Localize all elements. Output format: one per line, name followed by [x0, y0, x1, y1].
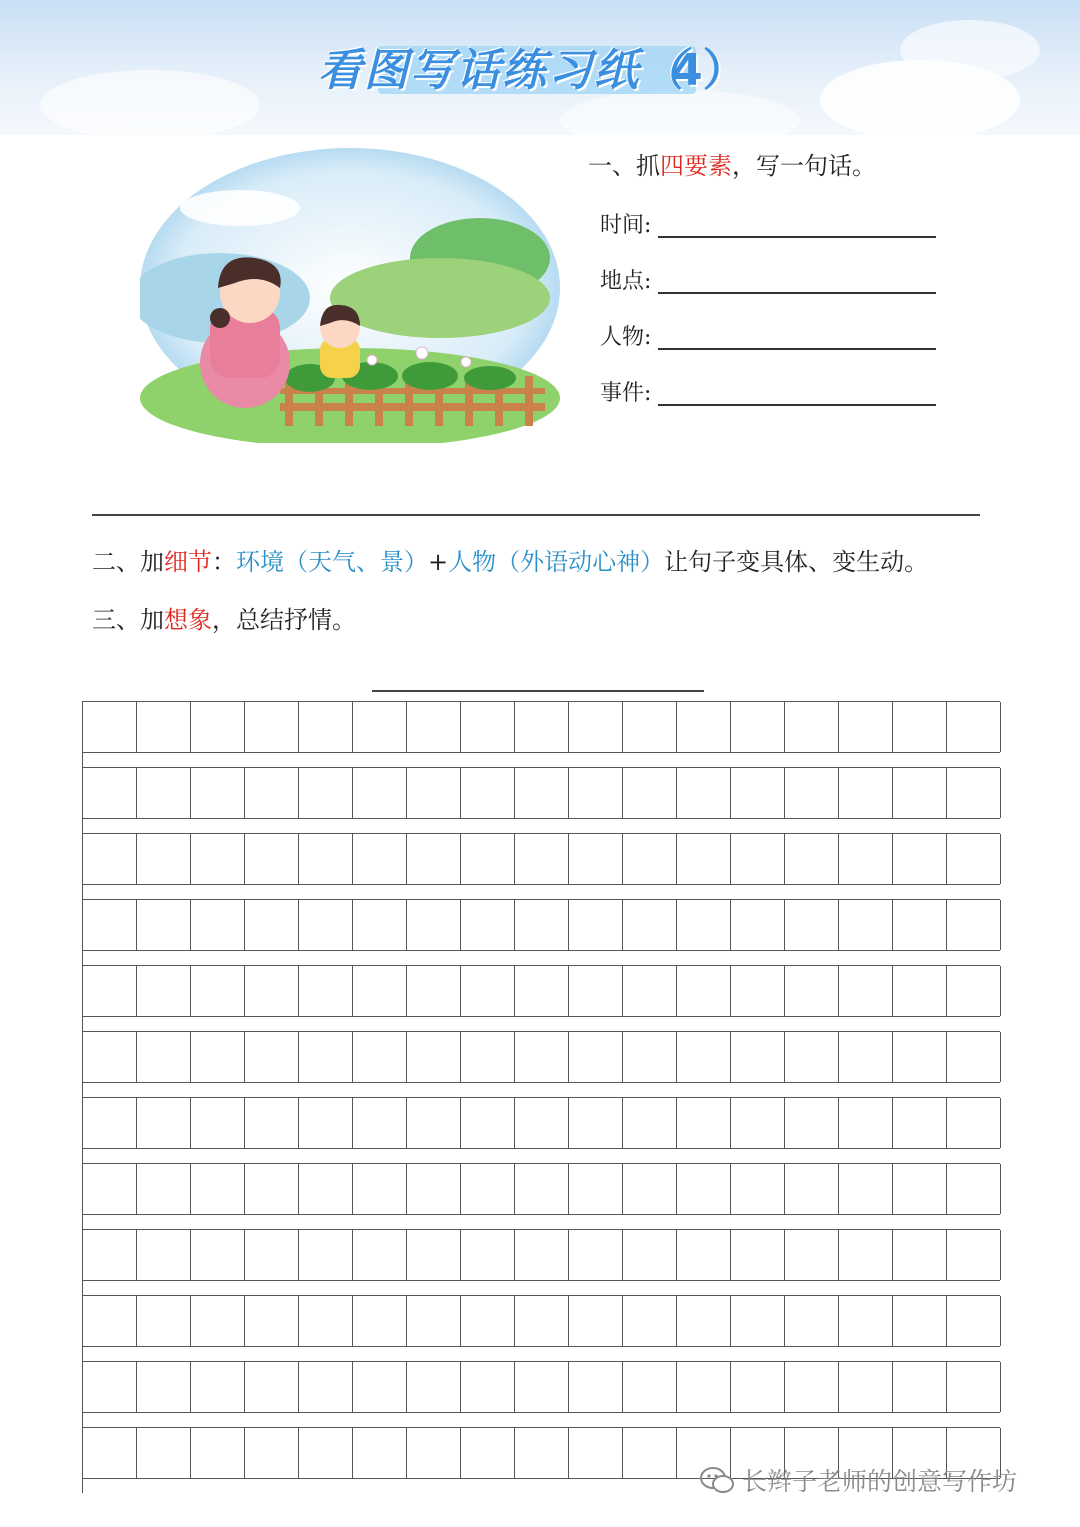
grid-cell — [461, 900, 515, 950]
grid-cell — [893, 1098, 947, 1148]
grid-cell — [299, 1230, 353, 1280]
grid-cell — [83, 702, 137, 752]
grid-cell — [731, 900, 785, 950]
grid-row — [83, 701, 1000, 753]
grid-row — [83, 1361, 1000, 1413]
grid-cell — [191, 1032, 245, 1082]
section-3-heading: 三、加想象，总结抒情。 — [92, 606, 356, 634]
grid-cell — [785, 1296, 839, 1346]
grid-cell — [137, 1296, 191, 1346]
grid-cell — [623, 702, 677, 752]
grid-cell — [407, 1032, 461, 1082]
grid-cell — [191, 1428, 245, 1478]
grid-cell — [947, 1032, 1001, 1082]
grid-cell — [461, 834, 515, 884]
grid-row — [83, 965, 1000, 1017]
grid-cell — [299, 900, 353, 950]
grid-cell — [137, 966, 191, 1016]
grid-cell — [137, 900, 191, 950]
grid-cell — [461, 1362, 515, 1412]
grid-cell — [623, 1032, 677, 1082]
grid-cell — [353, 1032, 407, 1082]
grid-cell — [677, 702, 731, 752]
grid-cell — [731, 1098, 785, 1148]
grid-cell — [569, 1428, 623, 1478]
grid-cell — [893, 966, 947, 1016]
people-answer-line — [658, 348, 936, 350]
grid-cell — [515, 1296, 569, 1346]
grid-row — [83, 1295, 1000, 1347]
grid-cell — [137, 1230, 191, 1280]
grid-cell — [407, 1362, 461, 1412]
grid-cell — [785, 1164, 839, 1214]
grid-cell — [623, 966, 677, 1016]
header-banner — [0, 0, 1080, 135]
page-title: 看图写话练习纸（ — [318, 45, 686, 96]
grid-cell — [569, 768, 623, 818]
grid-cell — [623, 900, 677, 950]
grid-cell — [947, 966, 1001, 1016]
grid-cell — [137, 1362, 191, 1412]
grid-cell — [245, 1032, 299, 1082]
grid-row — [83, 1097, 1000, 1149]
page-title-number: 4） — [672, 45, 747, 96]
grid-cell — [191, 702, 245, 752]
grid-cell — [83, 1032, 137, 1082]
grid-cell — [677, 1230, 731, 1280]
grid-cell — [407, 1296, 461, 1346]
grid-cell — [731, 966, 785, 1016]
grid-cell — [515, 1428, 569, 1478]
grid-cell — [245, 900, 299, 950]
place-label: 地点: — [600, 269, 652, 294]
grid-cell — [137, 768, 191, 818]
grid-cell — [353, 966, 407, 1016]
grid-cell — [947, 1230, 1001, 1280]
grid-row — [83, 767, 1000, 819]
grid-cell — [731, 1296, 785, 1346]
grid-cell — [461, 1428, 515, 1478]
grid-cell — [893, 1164, 947, 1214]
grid-cell — [245, 702, 299, 752]
grid-cell — [137, 702, 191, 752]
grid-cell — [893, 1296, 947, 1346]
grid-cell — [947, 1296, 1001, 1346]
grid-cell — [353, 768, 407, 818]
grid-cell — [731, 1032, 785, 1082]
grid-row — [83, 899, 1000, 951]
grid-cell — [83, 1230, 137, 1280]
mother-daughter-garden-illustration — [140, 148, 560, 443]
grid-cell — [245, 1296, 299, 1346]
grid-cell — [839, 834, 893, 884]
grid-cell — [299, 1428, 353, 1478]
grid-cell — [785, 702, 839, 752]
grid-cell — [731, 1164, 785, 1214]
section-2-heading: 二、加细节：环境（天气、景）+人物（外语动心神）让句子变具体、变生动。 — [92, 548, 929, 576]
event-answer-line — [658, 404, 936, 406]
grid-cell — [191, 834, 245, 884]
grid-cell — [83, 1362, 137, 1412]
grid-cell — [299, 1098, 353, 1148]
grid-cell — [569, 1032, 623, 1082]
grid-cell — [515, 1032, 569, 1082]
grid-cell — [569, 1164, 623, 1214]
grid-cell — [461, 1164, 515, 1214]
grid-cell — [785, 966, 839, 1016]
event-label: 事件: — [600, 381, 652, 406]
grid-cell — [353, 1362, 407, 1412]
time-label: 时间: — [600, 213, 652, 238]
grid-cell — [83, 834, 137, 884]
grid-cell — [83, 1296, 137, 1346]
grid-cell — [245, 768, 299, 818]
grid-cell — [299, 1296, 353, 1346]
grid-cell — [137, 1164, 191, 1214]
grid-cell — [407, 1164, 461, 1214]
grid-cell — [947, 1362, 1001, 1412]
grid-cell — [245, 1164, 299, 1214]
grid-cell — [947, 1164, 1001, 1214]
grid-cell — [461, 1230, 515, 1280]
grid-cell — [569, 900, 623, 950]
grid-cell — [569, 702, 623, 752]
grid-cell — [137, 1428, 191, 1478]
time-answer-line — [658, 236, 936, 238]
grid-cell — [353, 1296, 407, 1346]
grid-cell — [947, 834, 1001, 884]
grid-row — [83, 1163, 1000, 1215]
grid-cell — [299, 834, 353, 884]
grid-cell — [83, 966, 137, 1016]
grid-cell — [299, 702, 353, 752]
grid-cell — [893, 834, 947, 884]
grid-cell — [461, 1098, 515, 1148]
grid-cell — [677, 1362, 731, 1412]
grid-cell — [677, 1032, 731, 1082]
grid-cell — [299, 966, 353, 1016]
grid-cell — [839, 1164, 893, 1214]
grid-cell — [839, 768, 893, 818]
grid-cell — [731, 1362, 785, 1412]
grid-cell — [191, 1098, 245, 1148]
grid-cell — [515, 1230, 569, 1280]
grid-cell — [83, 1098, 137, 1148]
grid-cell — [353, 1164, 407, 1214]
grid-cell — [623, 768, 677, 818]
grid-cell — [461, 768, 515, 818]
grid-cell — [353, 1230, 407, 1280]
grid-cell — [623, 1362, 677, 1412]
grid-cell — [515, 768, 569, 818]
grid-cell — [785, 834, 839, 884]
grid-cell — [299, 1032, 353, 1082]
grid-cell — [569, 1362, 623, 1412]
grid-cell — [137, 1032, 191, 1082]
grid-cell — [677, 834, 731, 884]
section-1-heading: 一、抓四要素，写一句话。 — [588, 152, 876, 180]
wechat-icon — [700, 1466, 734, 1494]
grid-cell — [191, 966, 245, 1016]
grid-cell — [299, 768, 353, 818]
grid-cell — [839, 1296, 893, 1346]
grid-cell — [731, 834, 785, 884]
grid-cell — [83, 1164, 137, 1214]
grid-cell — [947, 1098, 1001, 1148]
answer-divider-line — [92, 514, 980, 516]
grid-cell — [245, 834, 299, 884]
grid-cell — [515, 1362, 569, 1412]
essay-title-line — [372, 690, 704, 692]
grid-cell — [407, 768, 461, 818]
place-answer-line — [658, 292, 936, 294]
grid-cell — [623, 1098, 677, 1148]
place-field — [600, 264, 651, 295]
grid-cell — [353, 1098, 407, 1148]
writing-grid — [82, 701, 1000, 1493]
grid-cell — [461, 702, 515, 752]
watermark-text: 长辫子老师的创意写作坊 — [742, 1467, 1018, 1496]
grid-cell — [677, 1296, 731, 1346]
grid-cell — [353, 834, 407, 884]
grid-cell — [623, 1230, 677, 1280]
grid-cell — [785, 1362, 839, 1412]
time-field — [600, 208, 651, 239]
grid-cell — [731, 702, 785, 752]
grid-cell — [299, 1362, 353, 1412]
grid-cell — [839, 966, 893, 1016]
grid-cell — [947, 702, 1001, 752]
grid-cell — [893, 702, 947, 752]
grid-cell — [839, 1098, 893, 1148]
grid-cell — [785, 1230, 839, 1280]
grid-cell — [191, 1164, 245, 1214]
grid-cell — [569, 1230, 623, 1280]
grid-cell — [569, 966, 623, 1016]
grid-cell — [353, 1428, 407, 1478]
grid-cell — [731, 1230, 785, 1280]
grid-cell — [677, 966, 731, 1016]
grid-cell — [245, 1362, 299, 1412]
grid-cell — [461, 966, 515, 1016]
grid-cell — [785, 1032, 839, 1082]
grid-cell — [407, 1428, 461, 1478]
grid-cell — [83, 900, 137, 950]
grid-cell — [407, 834, 461, 884]
grid-cell — [569, 834, 623, 884]
grid-cell — [515, 834, 569, 884]
grid-cell — [353, 900, 407, 950]
grid-cell — [785, 768, 839, 818]
grid-cell — [191, 1296, 245, 1346]
grid-cell — [893, 1032, 947, 1082]
grid-cell — [515, 900, 569, 950]
people-label: 人物: — [600, 325, 652, 350]
event-field — [600, 376, 651, 407]
grid-cell — [299, 1164, 353, 1214]
people-field — [600, 320, 651, 351]
grid-cell — [515, 1098, 569, 1148]
grid-cell — [245, 1230, 299, 1280]
grid-cell — [893, 900, 947, 950]
grid-cell — [677, 1164, 731, 1214]
grid-cell — [893, 768, 947, 818]
grid-cell — [731, 768, 785, 818]
grid-cell — [245, 1098, 299, 1148]
grid-cell — [623, 1428, 677, 1478]
grid-cell — [407, 702, 461, 752]
grid-cell — [569, 1296, 623, 1346]
grid-cell — [677, 768, 731, 818]
grid-cell — [407, 966, 461, 1016]
grid-cell — [83, 768, 137, 818]
grid-cell — [677, 900, 731, 950]
grid-cell — [839, 1230, 893, 1280]
grid-cell — [839, 702, 893, 752]
grid-cell — [137, 1098, 191, 1148]
grid-cell — [461, 1032, 515, 1082]
grid-cell — [839, 1362, 893, 1412]
grid-cell — [677, 1098, 731, 1148]
grid-cell — [407, 1098, 461, 1148]
grid-cell — [623, 1296, 677, 1346]
grid-cell — [407, 900, 461, 950]
grid-row — [83, 1031, 1000, 1083]
grid-row — [83, 1229, 1000, 1281]
grid-cell — [893, 1362, 947, 1412]
grid-cell — [191, 1230, 245, 1280]
grid-cell — [839, 900, 893, 950]
grid-cell — [623, 834, 677, 884]
grid-cell — [137, 834, 191, 884]
grid-cell — [461, 1296, 515, 1346]
grid-cell — [515, 966, 569, 1016]
grid-cell — [893, 1230, 947, 1280]
grid-cell — [947, 900, 1001, 950]
grid-cell — [623, 1164, 677, 1214]
grid-cell — [785, 1098, 839, 1148]
grid-cell — [839, 1032, 893, 1082]
grid-cell — [407, 1230, 461, 1280]
grid-cell — [191, 768, 245, 818]
grid-cell — [191, 1362, 245, 1412]
grid-cell — [191, 900, 245, 950]
grid-cell — [569, 1098, 623, 1148]
grid-cell — [245, 966, 299, 1016]
grid-cell — [245, 1428, 299, 1478]
grid-cell — [785, 900, 839, 950]
grid-cell — [515, 702, 569, 752]
grid-cell — [353, 702, 407, 752]
grid-cell — [515, 1164, 569, 1214]
grid-cell — [947, 768, 1001, 818]
watermark — [700, 1462, 1017, 1498]
grid-cell — [83, 1428, 137, 1478]
grid-row — [83, 833, 1000, 885]
